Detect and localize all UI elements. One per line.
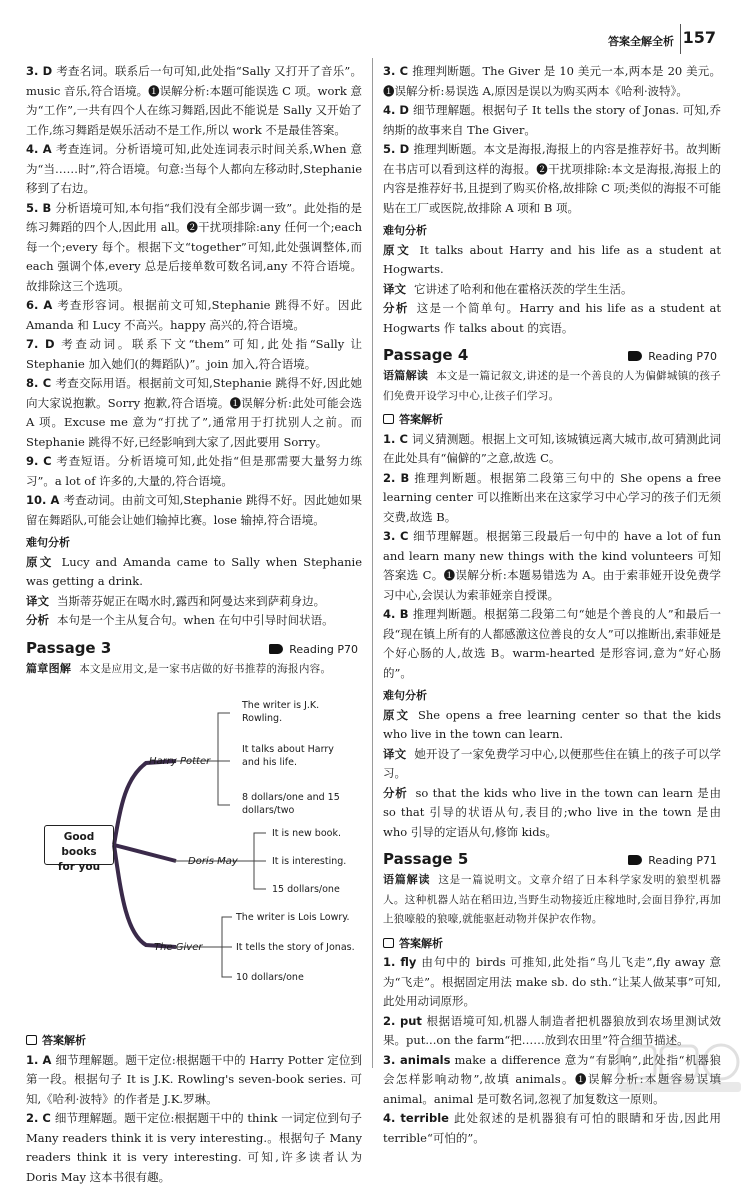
passage2-answer-item (26, 335, 362, 374)
passage-title: Passage 5 (383, 850, 469, 868)
answers-heading: 答案解析 (383, 934, 721, 954)
answer-number: 1. C (383, 431, 408, 446)
passage-overview: 篇章图解 本文是应用文,是一家书店做的好书推荐的海报内容。 (26, 661, 332, 675)
page-number: 157 (682, 28, 716, 47)
fact-doris-1: It is new book. (272, 828, 341, 839)
analysis: 分析 so that the kids who live in the town can learn 是由 so that 引导的状语从句,表目的;who live in the town 是由 who 引导的定语从句,修饰 kids。 (383, 785, 722, 839)
fact-giver-3: 10 dollars/one (236, 972, 304, 983)
pencil-icon (628, 351, 642, 361)
difficult-heading: 难句分析 (26, 536, 70, 549)
difficult-heading: 难句分析 (383, 224, 427, 237)
passage2-answer-item (26, 374, 362, 452)
column-divider (372, 58, 373, 1068)
passage2-answer-item (26, 452, 362, 491)
original-sentence: 原文 It talks about Harry and his life as a student at Hogwarts. (383, 242, 721, 276)
passage3-answer-item (26, 1051, 362, 1110)
fact-harry-1: The writer is J.K. Rowling. (242, 700, 320, 724)
book-diagram (26, 683, 362, 1027)
answer-explanation: 考查交际用语。根据前文可知,Stephanie 跳得不好,因此她向大家说抱歉。Sorry 抱歉,符合语境。❶误解分析:此处可能会选 A 项。Excuse me 意为“打扰了”,通常用于打扰别人之前。而 Stephanie 跳得不好,已经影响到大家了,因此要用 Sorry。 (26, 376, 362, 449)
fact-harry-2: It talks about Harry and his life. (242, 744, 334, 768)
left-column (26, 62, 362, 1187)
section-name: 答案全解全析 (608, 35, 674, 48)
watermark-logo (615, 1040, 745, 1095)
fact-giver-1: The writer is Lois Lowry. (236, 912, 350, 923)
answer-explanation: 由句中的 birds 可推知,此处指“鸟儿飞走”,fly away 意为“飞走”。根据固定用法 make sb. do sth.“让某人做某事”可知,此处用动词原形。 (383, 955, 721, 1008)
answer-explanation: 考查短语。分析语境可知,此处指“但是那需要大量努力练习”。a lot of 许多的,大量的,符合语境。 (26, 454, 362, 488)
fact-harry-3: 8 dollars/one and 15 dollars/two (242, 792, 340, 816)
answer-number: 2. B (383, 470, 410, 485)
answers-heading: 答案解析 (383, 410, 721, 430)
answer-explanation: 分析语境可知,本句指“我们没有全部步调一致”。此处指的是练习舞蹈的四个人,因此用 all。❷干扰项排除:any 任何一个;each 每一个;every 每个。根据下文“together”可知,此处强调整体,而 each 强调个体,every 总是后接单数可数名词,any 不符合语境。故排除这三个选项。 (26, 200, 362, 293)
answer-explanation: 推理判断题。The Giver 是 10 美元一本,两本是 20 美元。❶误解分析:易误选 A,原因是误以为购买两本《哈利·波特》。 (383, 64, 721, 98)
diagram-root: Good books for you (44, 825, 114, 865)
original-sentence: 原文 She opens a free learning center so that the kids who live in the town can learn. (383, 707, 722, 741)
passage4-answer-item (383, 605, 721, 683)
answer-number: 1. fly (383, 955, 417, 969)
pencil-icon (269, 644, 283, 654)
passage2-answer-item (26, 491, 362, 530)
answer-number: 10. A (26, 493, 60, 507)
answer-explanation: 考查形容词。根据前文可知,Stephanie 跳得不好。因此 Amanda 和 Lucy 不高兴。happy 高兴的,符合语境。 (26, 298, 362, 332)
answer-explanation: 细节理解题。题干定位:根据题干中的 think 一词定位到句子 Many readers think it is very interesting.。根据句子 Many readers think it is very interesting. 可知,许多读者认为 Doris May 这本书很有趣。 (26, 1111, 362, 1184)
answer-number: 4. terrible (383, 1111, 449, 1125)
passage3-answer-item (383, 62, 721, 101)
passage5-answer-item (383, 953, 721, 1012)
passage2-answer-item (26, 296, 362, 335)
answer-number: 3. D (26, 64, 53, 78)
translation: 译文 它讲述了哈利和他在霍格沃茨的学生生活。 (383, 281, 633, 296)
fact-doris-3: 15 dollars/one (272, 884, 340, 895)
lock-icon (26, 1035, 37, 1045)
answer-number: 9. C (26, 454, 52, 468)
passage3-answer-item (383, 101, 721, 140)
answer-number: 2. C (26, 1111, 51, 1125)
translation: 译文 当斯蒂芬妮正在喝水时,露西和阿曼达来到萨莉身边。 (26, 593, 326, 608)
passage5-answer-item (383, 1109, 721, 1148)
answer-explanation: 根据语境可知,机器人制造者把机器狼放到农场里测试效果。put...on the farm“把……放到农田里”符合细节描述。 (383, 1013, 722, 1047)
answer-number: 3. C (383, 529, 409, 543)
answer-number: 4. B (383, 607, 409, 621)
answer-number: 3. C (383, 64, 409, 78)
passage2-answer-item (26, 199, 362, 297)
branch-doris-may: Doris May (188, 856, 238, 867)
answer-explanation: 推理判断题。根据第二段第二句“她是个善良的人”和最后一段“现在镇上所有的人都感激这位善良的女人”可以推断出,索菲娅是个好心肠的人,故选 B。warm-hearted 是形容词,意为“好心肠的”。 (383, 607, 721, 680)
passage4-answer-item (383, 430, 721, 469)
analysis: 分析 本句是一个主从复合句。when 在句中引导时间状语。 (26, 613, 334, 627)
answer-explanation: 推理判断题。本文是海报,海报上的内容是推荐好书。故判断在书店可以看到这样的海报。❷干扰项排除:本文是海报,海报上的内容是推荐好书,且提到了购买价格,故排除 C 项;类似的海报不可能贴在工厂或医院,故排除 A 项和 B 项。 (383, 142, 722, 215)
answer-number: 2. put (383, 1013, 422, 1028)
difficult-heading: 难句分析 (383, 689, 427, 702)
answer-explanation: 细节理解题。根据第三段最后一句中的 have a lot of fun and learn many new things with the kind volunteers 可知答案选 C。❶误解分析:本题易错选为 A。由于索菲娅开设免费学习中心,会误认为索菲娅亲自授课。 (383, 529, 721, 602)
passage2-answer-item (26, 62, 362, 140)
original-sentence: 原文 Lucy and Amanda came to Sally when Stephanie was getting a drink. (26, 554, 363, 588)
passage-5-header (383, 848, 721, 870)
passage4-answer-item (383, 527, 721, 605)
passage-overview: 语篇解读 本文是一篇记叙文,讲述的是一个善良的人为偏僻城镇的孩子们免费开设学习中心,让孩子们学习。 (383, 369, 721, 402)
branch-the-giver: The Giver (154, 942, 203, 953)
passage-title: Passage 4 (383, 346, 469, 364)
answer-explanation: make a difference 意为“有影响”,此处指“机器狼会怎样影响动物”,故填 animals。❶误解分析:本题容易误填 animal。animal 是可数名词,忽视了加复数这一原则。 (383, 1052, 722, 1106)
answer-number: 3. animals (383, 1052, 451, 1067)
answer-number: 6. A (26, 298, 53, 312)
fact-doris-2: It is interesting. (272, 856, 347, 867)
passage-4-header (383, 344, 721, 366)
header-divider (680, 24, 681, 54)
answer-number: 8. C (26, 376, 52, 390)
answer-explanation: 词义猜测题。根据上文可知,该城镇远离大城市,故可猜测此词在此处具有“偏僻的”之意,故选 C。 (383, 431, 721, 465)
answer-explanation: 考查连词。分析语境可知,此处连词表示时间关系,When 意为“当……时”,符合语境。句意:当每个人都向左移动时,Stephanie 移到了右边。 (26, 142, 362, 195)
answer-explanation: 考查动词。联系下文“them”可知,此处指“Sally 让 Stephanie 加入她们(的舞蹈队)”。join 加入,符合语境。 (26, 337, 362, 371)
answer-number: 1. A (26, 1052, 52, 1067)
answer-number: 7. D (26, 337, 55, 351)
reading-ref: Reading P71 (628, 851, 717, 871)
passage-title: Passage 3 (26, 638, 112, 657)
answer-number: 5. B (26, 200, 52, 215)
answer-explanation: 此处叙述的是机器狼有可怕的眼睛和牙齿,因此用 terrible“可怕的”。 (383, 1111, 721, 1145)
right-column (383, 62, 721, 1148)
analysis: 分析 这是一个简单句。Harry and his life as a student at Hogwarts 作 talks about 的宾语。 (383, 301, 721, 335)
answer-number: 4. D (383, 103, 409, 117)
branch-harry-potter: Harry Potter (149, 756, 211, 767)
passage-overview: 语篇解读 这是一篇说明文。文章介绍了日本科学家发明的狼型机器人。这种机器人站在稻田边,当野生动物接近庄稼地时,会面目狰狞,再加上狼嚎般的狼嚎,就能驱赶动物并保护农作物。 (383, 873, 722, 925)
answer-explanation: 细节理解题。根据句子 It tells the story of Jonas. 可知,乔纳斯的故事来自 The Giver。 (383, 103, 721, 137)
translation: 译文 她开设了一家免费学习中心,以便那些住在镇上的孩子可以学习。 (383, 746, 721, 780)
lock-icon (383, 414, 394, 424)
passage-3-header (26, 637, 362, 659)
passage3-answer-item (26, 1109, 362, 1187)
answer-explanation: 推理判断题。根据第二段第三句中的 She opens a free learning center 可以推断出来在这家学习中心学习的孩子们无须交费,故选 B。 (383, 470, 721, 524)
answer-number: 4. A (26, 142, 52, 156)
page-header (596, 30, 716, 52)
answer-explanation: 细节理解题。题干定位:根据题干中的 Harry Potter 定位到第一段。根据句子 It is J.K. Rowling's seven-book series. 可知,《哈利·波特》的作者是 J.K.罗琳。 (26, 1052, 362, 1106)
answer-number: 5. D (383, 142, 410, 156)
passage2-answer-item (26, 140, 362, 199)
answers-heading: 答案解析 (26, 1031, 362, 1051)
fact-giver-2: It tells the story of Jonas. (236, 942, 355, 953)
pencil-icon (628, 855, 642, 865)
reading-ref: Reading P70 (269, 640, 358, 660)
passage4-answer-item (383, 469, 721, 528)
answer-explanation: 考查名词。联系后一句可知,此处指“Sally 又打开了音乐”。music 音乐,符合语境。❶误解分析:本题可能误选 C 项。work 意为“工作”,一共有四个人在练习舞蹈,因此不能说是 Sally 又开始了工作,练习舞蹈是娱乐活动不是工作,所以 work 不是最佳答案。 (26, 64, 363, 137)
reading-ref: Reading P70 (628, 347, 717, 367)
passage3-answer-item (383, 140, 721, 218)
lock-icon (383, 938, 394, 948)
answer-explanation: 考查动词。由前文可知,Stephanie 跳得不好。因此她如果留在舞蹈队,可能会让她们输掉比赛。lose 输掉,符合语境。 (26, 493, 362, 527)
